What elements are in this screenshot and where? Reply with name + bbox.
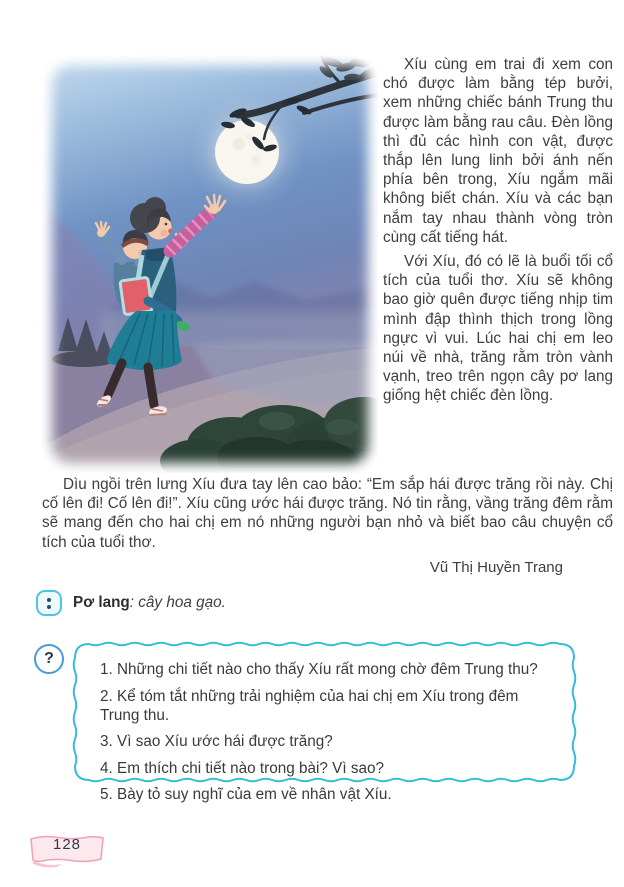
question-item: 1. Những chi tiết nào cho thấy Xíu rất mong chờ đêm Trung thu? xyxy=(100,661,538,679)
questions-list xyxy=(72,641,577,804)
questions-section xyxy=(42,641,613,804)
story-paragraph-1: Xíu cùng em trai đi xem con chó được làm bằng tép bưởi, xem những chiếc bánh Trung thu được làm bằng rau câu. Đèn lồng thì đủ các hình con vật, được thắp lên lung linh bởi ánh nến phía bên trong, Xíu ngắm mãi không biết chán. Xíu và các bạn nắm tay nhau thành vòng tròn cùng cất tiếng hát. xyxy=(383,56,613,246)
question-item: 4. Em thích chi tiết nào trong bài? Vì sao? xyxy=(100,759,385,777)
night-scene-illustration xyxy=(42,55,378,473)
vocab-note xyxy=(36,590,613,616)
question-item: 3. Vì sao Xíu ước hái được trăng? xyxy=(100,733,333,751)
colon-icon xyxy=(36,590,62,616)
vocab-text xyxy=(73,593,226,612)
story-illustration xyxy=(42,55,378,473)
question-item: 2. Kể tóm tắt những trải nghiệm của hai chị em Xíu trong đêm Trung thu. xyxy=(100,687,519,724)
question-item: 5. Bày tỏ suy nghĩ của em về nhân vật Xíu. xyxy=(100,786,392,804)
page-number-badge xyxy=(26,832,108,868)
page-number: 128 xyxy=(52,836,82,853)
story-text-column xyxy=(383,55,613,475)
vocab-definition: : cây hoa gạo. xyxy=(129,594,226,612)
author-name: Vũ Thị Huyền Trang xyxy=(429,558,563,576)
story-paragraph-3: Dìu ngồi trên lưng Xíu đưa tay lên cao bảo: “Em sắp hái được trăng rồi này. Chị cố lên đi! Cố lên đi!”. Xíu cũng ước hái được trăng. Nó tin rằng, vầng trăng đêm rằm sẽ mang đến cho hai chị em nó những người bạn nhỏ và biết bao câu chuyện cổ tích của tuổi thơ. xyxy=(42,476,613,551)
question-mark-icon: ? xyxy=(34,644,64,674)
questions-box xyxy=(72,641,577,804)
vocab-term: Pơ lang xyxy=(73,594,130,612)
girl-leg xyxy=(148,367,154,405)
carrier-red-panel xyxy=(120,277,152,315)
story-section xyxy=(42,0,613,804)
story-paragraph-2: Với Xíu, đó có lẽ là buổi tối cổ tích của tuổi thơ. Xíu sẽ không bao giờ quên được tiếng nhịp tim mình đập thình thịch trong lồng ngực vì vui. Lúc hai chị em leo núi về nhà, trăng rằm tròn vành vạnh, treo trên ngọn cây pơ lang giống hệt chiếc đèn lồng. xyxy=(383,253,613,405)
